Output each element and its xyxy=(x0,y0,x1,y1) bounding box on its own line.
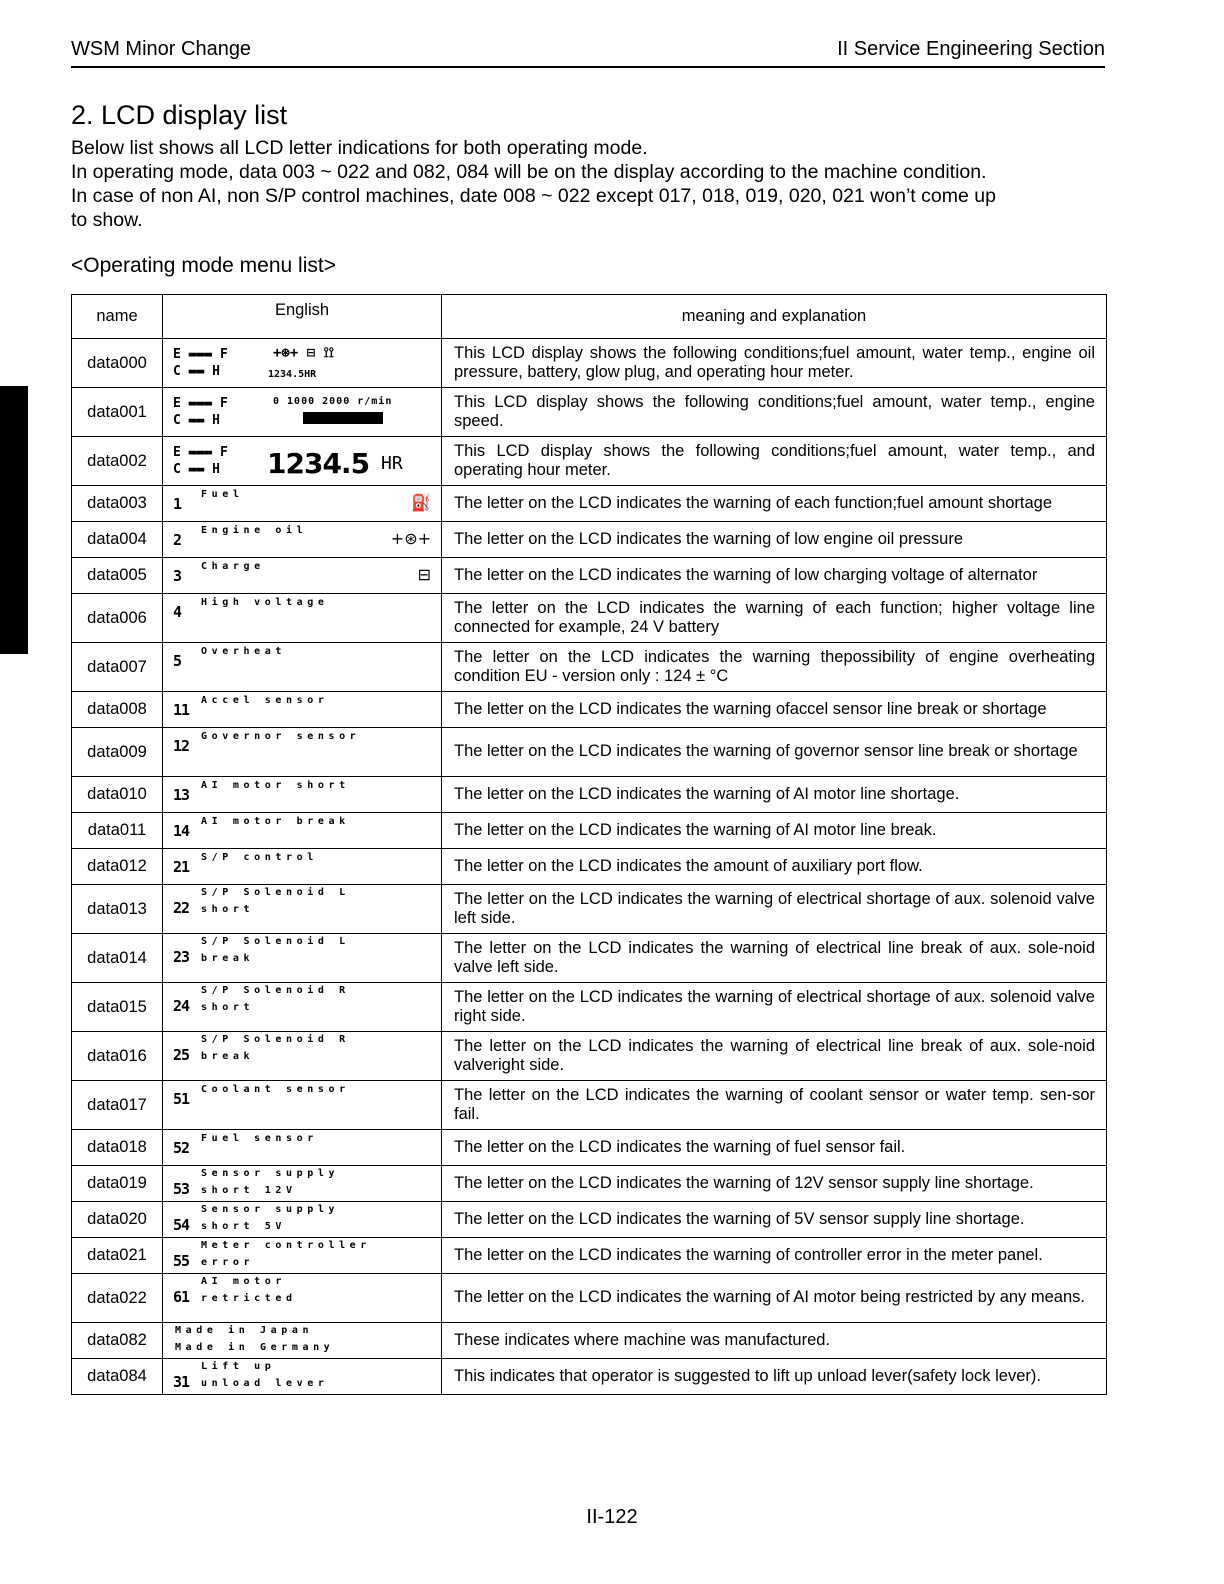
row-meaning: The letter on the LCD indicates the warning of electrical line break of aux. sole-noid valve left side. xyxy=(442,934,1107,983)
table-row xyxy=(72,777,1107,813)
lcd-display-cell xyxy=(163,849,442,885)
lcd-warning-icon: ⛽ xyxy=(411,493,431,512)
lcd-warning-icon: +⊛+ xyxy=(390,529,431,548)
lcd-text-line: error xyxy=(201,1257,255,1268)
lcd-gauge-temp: C ▬▬ H xyxy=(173,413,220,428)
lcd-text-line: short xyxy=(201,1002,255,1013)
lcd-text-line: unload lever xyxy=(201,1378,329,1389)
lcd-code: 1 xyxy=(173,495,182,513)
row-name: data014 xyxy=(72,934,163,983)
lcd-gauge-fuel: E ▬▬▬ F xyxy=(173,347,228,362)
lcd-display-cell xyxy=(163,728,442,777)
lcd-display xyxy=(173,1327,435,1354)
lcd-display xyxy=(173,1363,435,1390)
column-header-meaning: meaning and explanation xyxy=(442,295,1107,339)
row-name: data016 xyxy=(72,1032,163,1081)
lcd-display xyxy=(173,1036,435,1076)
row-name: data009 xyxy=(72,728,163,777)
lcd-code: 11 xyxy=(173,701,190,719)
table-row xyxy=(72,934,1107,983)
lcd-display-cell xyxy=(163,388,442,437)
lcd-display xyxy=(173,1242,435,1269)
table-row xyxy=(72,1238,1107,1274)
section-tab-marker xyxy=(0,386,28,654)
lcd-text-line: Sensor supply xyxy=(201,1204,340,1215)
lcd-code: 2 xyxy=(173,531,182,549)
row-name: data010 xyxy=(72,777,163,813)
lcd-code: 4 xyxy=(173,603,182,621)
row-meaning: The letter on the LCD indicates the warning of 12V sensor supply line shortage. xyxy=(442,1166,1107,1202)
lcd-warning-icon: ⊟ xyxy=(417,565,431,584)
table-row xyxy=(72,643,1107,692)
row-meaning: The letter on the LCD indicates the warning of each function;fuel amount shortage xyxy=(442,486,1107,522)
table-row xyxy=(72,486,1107,522)
table-subtitle: <Operating mode menu list> xyxy=(71,254,336,277)
lcd-text-line: Made in Germany xyxy=(175,1342,335,1353)
row-meaning: The letter on the LCD indicates the warning of low engine oil pressure xyxy=(442,522,1107,558)
lcd-display-cell xyxy=(163,885,442,934)
lcd-display xyxy=(173,1206,435,1233)
row-name: data003 xyxy=(72,486,163,522)
lcd-display-cell xyxy=(163,934,442,983)
lcd-text-line: S/P Solenoid R xyxy=(201,985,350,996)
row-name: data008 xyxy=(72,692,163,728)
row-name: data001 xyxy=(72,388,163,437)
lcd-code: 22 xyxy=(173,899,190,917)
lcd-display-cell xyxy=(163,1081,442,1130)
row-name: data004 xyxy=(72,522,163,558)
row-meaning: The letter on the LCD indicates the warning of AI motor line shortage. xyxy=(442,777,1107,813)
table-row xyxy=(72,1202,1107,1238)
lcd-code: 51 xyxy=(173,1090,190,1108)
lcd-text-line: Fuel xyxy=(201,489,244,500)
table-row xyxy=(72,1166,1107,1202)
row-name: data084 xyxy=(72,1359,163,1395)
lcd-display-cell xyxy=(163,437,442,486)
row-meaning: The letter on the LCD indicates the warning of coolant sensor or water temp. sen-sor fail. xyxy=(442,1081,1107,1130)
row-meaning: The letter on the LCD indicates the warning of governor sensor line break or shortage xyxy=(442,728,1107,777)
lcd-gauge-fuel: E ▬▬▬ F xyxy=(173,396,228,411)
lcd-display xyxy=(173,392,435,432)
table-row xyxy=(72,885,1107,934)
row-name: data013 xyxy=(72,885,163,934)
lcd-text-line: S/P Solenoid L xyxy=(201,887,350,898)
page-number: II-122 xyxy=(586,1506,638,1528)
row-name: data007 xyxy=(72,643,163,692)
table-row xyxy=(72,594,1107,643)
row-meaning: These indicates where machine was manufactured. xyxy=(442,1323,1107,1359)
row-meaning: The letter on the LCD indicates the warning of AI motor line break. xyxy=(442,813,1107,849)
lcd-rpm-scale: 0 1000 2000 r/min xyxy=(273,396,393,407)
lcd-display xyxy=(173,598,435,638)
lcd-text-line: S/P control xyxy=(201,852,318,863)
row-meaning: The letter on the LCD indicates the warning of controller error in the meter panel. xyxy=(442,1238,1107,1274)
lcd-display xyxy=(173,441,435,481)
lcd-text-line: Overheat xyxy=(201,646,286,657)
lcd-code: 52 xyxy=(173,1139,190,1157)
lcd-code: 12 xyxy=(173,737,190,755)
row-meaning: This LCD display shows the following conditions;fuel amount, water temp., engine oil pressure, battery, glow plug, and operating hour meter. xyxy=(442,339,1107,388)
lcd-text-line: Coolant sensor xyxy=(201,1084,350,1095)
row-meaning: The letter on the LCD indicates the warning of each function; higher voltage line connected for example, 24 V battery xyxy=(442,594,1107,643)
table-row xyxy=(72,728,1107,777)
lcd-display-cell xyxy=(163,522,442,558)
header-right: II Service Engineering Section xyxy=(837,38,1105,60)
lcd-display xyxy=(173,853,435,880)
table-row xyxy=(72,339,1107,388)
row-name: data082 xyxy=(72,1323,163,1359)
row-name: data015 xyxy=(72,983,163,1032)
lcd-display xyxy=(173,343,435,383)
row-name: data006 xyxy=(72,594,163,643)
lcd-text-line: Lift up xyxy=(201,1361,276,1372)
row-meaning: The letter on the LCD indicates the warning ofaccel sensor line break or shortage xyxy=(442,692,1107,728)
lcd-text-line: retricted xyxy=(201,1293,297,1304)
row-name: data005 xyxy=(72,558,163,594)
lcd-display xyxy=(173,987,435,1027)
lcd-text-line: AI motor xyxy=(201,1276,286,1287)
lcd-display-cell xyxy=(163,983,442,1032)
table-row xyxy=(72,388,1107,437)
lcd-code: 23 xyxy=(173,948,190,966)
lcd-text-line: Made in Japan xyxy=(175,1325,314,1336)
lcd-text-line: short xyxy=(201,904,255,915)
lcd-display-cell xyxy=(163,1359,442,1395)
lcd-code: 24 xyxy=(173,997,190,1015)
lcd-display-cell xyxy=(163,643,442,692)
lcd-text-line: Fuel sensor xyxy=(201,1133,318,1144)
lcd-display-cell xyxy=(163,777,442,813)
row-meaning: This LCD display shows the following conditions;fuel amount, water temp., and operating hour meter. xyxy=(442,437,1107,486)
intro-line: In operating mode, data 003 ~ 022 and 082, 084 will be on the display according to the machine condition. xyxy=(71,161,987,183)
intro-line: Below list shows all LCD letter indications for both operating mode. xyxy=(71,137,648,159)
lcd-display-cell xyxy=(163,1032,442,1081)
lcd-display xyxy=(173,562,435,589)
lcd-gauge-temp: C ▬▬ H xyxy=(173,462,220,477)
lcd-code: 25 xyxy=(173,1046,190,1064)
lcd-code: 53 xyxy=(173,1180,190,1198)
row-meaning: The letter on the LCD indicates the warning of fuel sensor fail. xyxy=(442,1130,1107,1166)
lcd-display-cell xyxy=(163,486,442,522)
lcd-code: 54 xyxy=(173,1216,190,1234)
lcd-text-line: Engine oil xyxy=(201,525,308,536)
row-name: data022 xyxy=(72,1274,163,1323)
row-name: data019 xyxy=(72,1166,163,1202)
table-row xyxy=(72,692,1107,728)
lcd-code: 5 xyxy=(173,652,182,670)
lcd-status-icons: +⊛+ ⊟ ⟟⟟ xyxy=(273,345,334,361)
row-name: data018 xyxy=(72,1130,163,1166)
lcd-display xyxy=(173,1170,435,1197)
lcd-display-cell xyxy=(163,1238,442,1274)
table-row xyxy=(72,1274,1107,1323)
table-row xyxy=(72,558,1107,594)
row-meaning: The letter on the LCD indicates the warning of 5V sensor supply line shortage. xyxy=(442,1202,1107,1238)
intro-line: In case of non AI, non S/P control machines, date 008 ~ 022 except 017, 018, 019, 020, 021 won’t come up xyxy=(71,185,996,207)
row-meaning: This LCD display shows the following conditions;fuel amount, water temp., engine speed. xyxy=(442,388,1107,437)
header-left: WSM Minor Change xyxy=(71,38,252,60)
lcd-gauge-fuel: E ▬▬▬ F xyxy=(173,445,228,460)
lcd-text-line: AI motor break xyxy=(201,816,350,827)
lcd-text-line: S/P Solenoid L xyxy=(201,936,350,947)
row-meaning: The letter on the LCD indicates the warning of electrical line break of aux. sole-noid valveright side. xyxy=(442,1032,1107,1081)
row-name: data021 xyxy=(72,1238,163,1274)
lcd-display-cell xyxy=(163,1166,442,1202)
row-meaning: The letter on the LCD indicates the warning thepossibility of engine overheating condition EU - version only : 124 ± °C xyxy=(442,643,1107,692)
table-row xyxy=(72,1032,1107,1081)
table-row xyxy=(72,1081,1107,1130)
table-row xyxy=(72,1130,1107,1166)
lcd-display xyxy=(173,781,435,808)
row-name: data011 xyxy=(72,813,163,849)
row-meaning: The letter on the LCD indicates the warning of low charging voltage of alternator xyxy=(442,558,1107,594)
column-header-name: name xyxy=(72,295,163,339)
lcd-text-line: AI motor short xyxy=(201,780,350,791)
row-meaning: The letter on the LCD indicates the warning of electrical shortage of aux. solenoid valve left side. xyxy=(442,885,1107,934)
table-row xyxy=(72,813,1107,849)
lcd-display xyxy=(173,526,435,553)
lcd-code: 13 xyxy=(173,786,190,804)
lcd-text-line: Meter controller xyxy=(201,1240,371,1251)
lcd-text-line: Accel sensor xyxy=(201,695,329,706)
section-title: 2. LCD display list xyxy=(71,100,288,130)
column-header-english: English xyxy=(163,295,442,339)
lcd-display xyxy=(173,938,435,978)
lcd-display xyxy=(173,1278,435,1318)
intro-line: to show. xyxy=(71,209,143,231)
page-header xyxy=(71,36,1105,68)
table-row xyxy=(72,522,1107,558)
row-name: data020 xyxy=(72,1202,163,1238)
lcd-display xyxy=(173,1085,435,1125)
row-name: data002 xyxy=(72,437,163,486)
lcd-display-cell xyxy=(163,594,442,643)
lcd-text-line: short 5V xyxy=(201,1221,286,1232)
table-row xyxy=(72,983,1107,1032)
lcd-display xyxy=(173,732,435,772)
lcd-text-line: short 12V xyxy=(201,1185,297,1196)
table-row xyxy=(72,1359,1107,1395)
row-meaning: The letter on the LCD indicates the warning of AI motor being restricted by any means. xyxy=(442,1274,1107,1323)
lcd-code: 14 xyxy=(173,822,190,840)
lcd-hour-meter: 1234.5HR xyxy=(268,369,317,380)
table-row xyxy=(72,437,1107,486)
lcd-display xyxy=(173,889,435,929)
row-name: data017 xyxy=(72,1081,163,1130)
lcd-display-cell xyxy=(163,1130,442,1166)
intro-paragraph xyxy=(71,136,1111,232)
lcd-display xyxy=(173,647,435,687)
lcd-rpm-bar xyxy=(303,412,383,424)
lcd-display-cell xyxy=(163,692,442,728)
lcd-display-cell xyxy=(163,813,442,849)
lcd-text-line: Governor sensor xyxy=(201,731,361,742)
lcd-display-table xyxy=(71,294,1107,1395)
lcd-display-cell xyxy=(163,339,442,388)
lcd-code: 3 xyxy=(173,567,182,585)
lcd-text-line: S/P Solenoid R xyxy=(201,1034,350,1045)
lcd-display xyxy=(173,490,435,517)
lcd-gauge-temp: C ▬▬ H xyxy=(173,364,220,379)
lcd-display-cell xyxy=(163,1202,442,1238)
lcd-unit-label: HR xyxy=(381,453,403,474)
table-row xyxy=(72,849,1107,885)
lcd-text-line: break xyxy=(201,953,255,964)
row-meaning: The letter on the LCD indicates the warning of electrical shortage of aux. solenoid valve right side. xyxy=(442,983,1107,1032)
lcd-text-line: Sensor supply xyxy=(201,1168,340,1179)
lcd-display xyxy=(173,817,435,844)
lcd-code: 61 xyxy=(173,1288,190,1306)
lcd-code: 31 xyxy=(173,1373,190,1391)
lcd-display xyxy=(173,1134,435,1161)
table-row xyxy=(72,1323,1107,1359)
lcd-text-line: Charge xyxy=(201,561,265,572)
lcd-display-cell xyxy=(163,1323,442,1359)
row-meaning: The letter on the LCD indicates the amount of auxiliary port flow. xyxy=(442,849,1107,885)
row-name: data012 xyxy=(72,849,163,885)
row-meaning: This indicates that operator is suggested to lift up unload lever(safety lock lever). xyxy=(442,1359,1107,1395)
lcd-text-line: High voltage xyxy=(201,597,329,608)
lcd-text-line: break xyxy=(201,1051,255,1062)
lcd-display xyxy=(173,696,435,723)
lcd-display-cell xyxy=(163,558,442,594)
lcd-code: 55 xyxy=(173,1252,190,1270)
row-name: data000 xyxy=(72,339,163,388)
lcd-display-cell xyxy=(163,1274,442,1323)
lcd-hour-meter: 1234.5 xyxy=(267,447,370,480)
lcd-code: 21 xyxy=(173,858,190,876)
